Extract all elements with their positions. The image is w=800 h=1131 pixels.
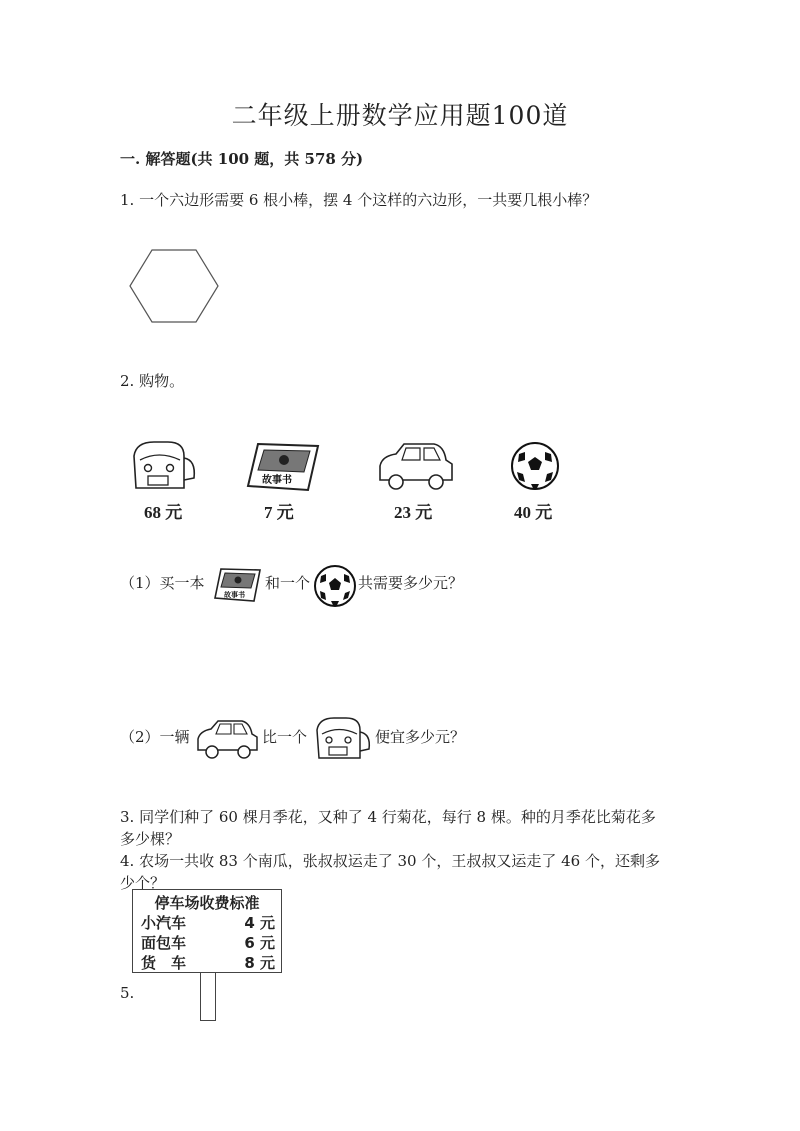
backpack-icon	[310, 714, 374, 764]
question-1-text: 1. 一个六边形需要 6 根小棒，摆 4 个这样的六边形，一共要几根小棒？	[120, 191, 598, 209]
section-heading: 一. 解答题(共 100 题，共 578 分)	[120, 150, 364, 168]
vehicle-name: 小汽车	[141, 914, 187, 932]
sub-question-2-suffix: 便宜多少元？	[375, 728, 466, 746]
sub-question-1-suffix: 共需要多少元？	[358, 574, 464, 592]
sub-question-2-middle: 比一个	[262, 728, 308, 746]
toy-car-icon	[194, 718, 260, 762]
backpack-price: 68 元	[144, 503, 183, 522]
sign-title: 停车场收费标准	[154, 894, 260, 912]
soccer-ball-icon	[313, 564, 357, 608]
vehicle-fee: 8 元	[244, 954, 275, 972]
sign-row	[141, 952, 275, 973]
parking-fee-sign	[132, 889, 282, 973]
question-3-line1: 3. 同学们种了 60 棵月季花，又种了 4 行菊花，每行 8 棵。种的月季花比菊花多	[120, 808, 656, 826]
sign-row	[141, 932, 275, 953]
vehicle-fee: 4 元	[244, 914, 275, 932]
storybook-label-small: 故事书	[224, 591, 245, 599]
hexagon-icon	[128, 248, 220, 326]
toy-car-icon	[374, 440, 456, 494]
storybook-icon	[212, 566, 262, 604]
question-2-text: 2. 购物。	[120, 372, 185, 390]
sub-question-1-prefix: （1）买一本	[120, 574, 205, 592]
sub-question-1-middle: 和一个	[265, 574, 311, 592]
sub-question-2-prefix: （2）一辆	[120, 728, 190, 746]
sign-post	[200, 972, 216, 1021]
question-4-line1: 4. 农场一共收 83 个南瓜，张叔叔运走了 30 个，王叔叔又运走了 46 个，还剩多	[120, 852, 660, 870]
storybook-icon	[244, 440, 322, 494]
storybook-label: 故事书	[262, 475, 292, 486]
vehicle-name: 货 车	[141, 954, 187, 972]
soccer-ball-price: 40 元	[514, 503, 553, 522]
backpack-icon	[126, 438, 198, 496]
sign-row	[141, 912, 275, 933]
question-3-line2: 多少棵？	[120, 830, 181, 848]
vehicle-name: 面包车	[141, 934, 187, 952]
question-5-number: 5.	[120, 984, 135, 1002]
soccer-ball-icon	[509, 440, 561, 492]
storybook-price: 7 元	[264, 503, 294, 522]
question-4-line2: 少个？	[120, 874, 166, 892]
page-title: 二年级上册数学应用题100道	[231, 101, 569, 130]
toy-car-price: 23 元	[394, 503, 433, 522]
vehicle-fee: 6 元	[244, 934, 275, 952]
